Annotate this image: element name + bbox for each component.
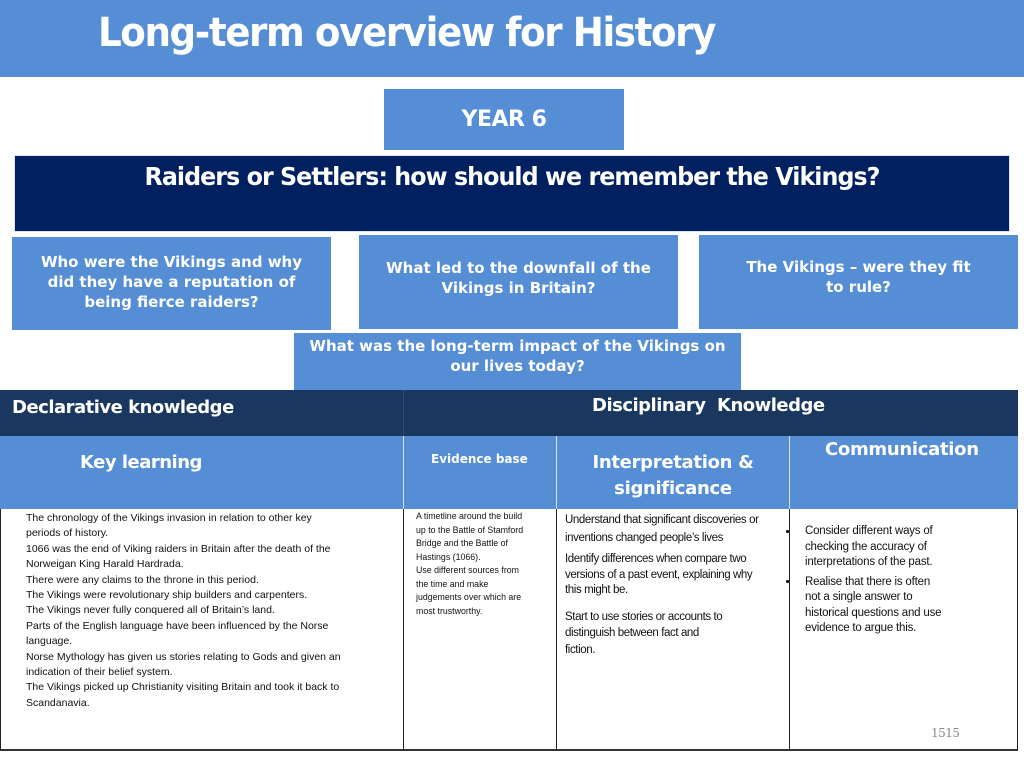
- communication-line: Realise that there is often: [805, 575, 931, 588]
- interpretation-line: versions of a past event, explaining why: [565, 568, 753, 581]
- title-banner: [0, 0, 1024, 77]
- key-learning-line: indication of their belief system.: [26, 666, 173, 679]
- key-learning-line: There were any claims to the throne in this period.: [26, 573, 259, 586]
- enquiry-line: did they have a reputation of: [47, 273, 296, 291]
- interpretation-line: fiction.: [565, 643, 596, 656]
- big-question-text: Raiders or Settlers: how should we remember the Vikings?: [144, 162, 880, 191]
- interpretation-line: Understand that significant discoveries or: [565, 514, 759, 526]
- evidence-line: Bridge and the Battle of: [416, 538, 508, 548]
- interpretation-header: [556, 436, 789, 509]
- key-learning-line: Scandanavia.: [26, 696, 90, 709]
- enquiry-line: The Vikings – were they fit: [746, 258, 971, 276]
- evidence-line: up to the Battle of Stamford: [416, 524, 524, 535]
- evidence-base-header: [403, 436, 556, 509]
- enquiry-line: our lives today?: [450, 357, 585, 375]
- enquiry-line: Vikings in Britain?: [441, 279, 596, 297]
- key-learning-header-text: Key learning: [80, 452, 202, 473]
- interpretation-cell: [556, 509, 789, 751]
- interpretation-line: Identify differences when compare two: [565, 553, 747, 565]
- communication-line: interpretations of the past.: [805, 556, 933, 568]
- communication-header-text: Communication: [825, 439, 979, 460]
- enquiry-question-4: [294, 333, 741, 391]
- communication-line: historical questions and use: [805, 606, 942, 619]
- interpretation-header-line: Interpretation &: [592, 452, 754, 473]
- evidence-line: Use different sources from: [416, 565, 519, 575]
- bullet-icon: [786, 530, 789, 533]
- enquiry-line: to rule?: [826, 278, 891, 296]
- communication-line: not a single answer to: [805, 591, 913, 603]
- key-learning-cell: [0, 509, 403, 751]
- interpretation-line: distinguish between fact and: [565, 627, 699, 639]
- evidence-line: judgements over which are: [416, 592, 522, 602]
- interpretation-paragraph: [565, 609, 789, 659]
- enquiry-line: What was the long-term impact of the Vikings on: [309, 337, 726, 355]
- year-label: YEAR 6: [384, 89, 624, 150]
- interpretation-paragraph: [565, 552, 789, 599]
- disciplinary-header: [403, 390, 1018, 436]
- communication-line: checking the accuracy of: [805, 540, 927, 553]
- interpretation-line: Start to use stories or accounts to: [565, 610, 723, 623]
- evidence-line: most trustworthy.: [416, 605, 483, 616]
- key-learning-line: Norse Mythology has given us stories relating to Gods and given an: [26, 650, 341, 663]
- evidence-line: Hastings (1066).: [416, 551, 481, 562]
- key-learning-line: The Vikings never fully conquered all of Britain’s land.: [26, 604, 275, 617]
- interpretation-paragraph: [565, 511, 789, 547]
- communication-line: evidence to argue this.: [805, 622, 917, 634]
- communication-paragraph: [805, 575, 1017, 637]
- enquiry-line: Who were the Vikings and why: [40, 253, 303, 271]
- page-number: 1515: [931, 726, 960, 740]
- key-learning-header: [0, 436, 403, 509]
- page-title: Long-term overview for History: [98, 10, 715, 56]
- key-learning-line: Parts of the English language have been influenced by the Norse: [26, 619, 329, 632]
- interpretation-line: this might be.: [565, 584, 628, 596]
- enquiry-question-2: [359, 235, 678, 329]
- enquiry-question-1: [12, 237, 331, 330]
- evidence-line: the time and make: [416, 578, 489, 589]
- key-learning-line: periods of history.: [26, 527, 109, 540]
- key-learning-line: The Vikings were revolutionary ship builders and carpenters.: [26, 589, 308, 602]
- big-question-box: [14, 155, 1010, 232]
- communication-paragraph: [805, 524, 1017, 571]
- enquiry-line: being fierce raiders?: [84, 293, 259, 311]
- enquiry-line: What led to the downfall of the: [386, 259, 651, 277]
- key-learning-line: language.: [26, 635, 73, 648]
- communication-header: [789, 436, 1018, 509]
- evidence-base-cell: [403, 509, 556, 751]
- evidence-base-header-text: Evidence base: [431, 452, 528, 466]
- enquiry-question-3: [699, 235, 1018, 329]
- key-learning-line: Norweigan King Harald Hardrada.: [26, 558, 184, 571]
- declarative-header: [0, 390, 403, 436]
- bullet-icon: [786, 580, 789, 583]
- interpretation-header-line: significance: [614, 478, 732, 499]
- declarative-header-text: Declarative knowledge: [12, 397, 234, 418]
- key-learning-line: The chronology of the Vikings invasion in relation to other key: [26, 512, 312, 524]
- evidence-line: A timetline around the build: [416, 511, 523, 521]
- disciplinary-header-text: Disciplinary Knowledge: [592, 395, 825, 416]
- key-learning-line: The Vikings picked up Christianity visiting Britain and took it back to: [26, 681, 340, 694]
- communication-line: Consider different ways of: [805, 525, 933, 537]
- communication-cell: [789, 509, 1018, 751]
- interpretation-line: inventions changed people’s lives: [565, 532, 723, 544]
- key-learning-line: 1066 was the end of Viking raiders in Britain after the death of the: [26, 542, 331, 555]
